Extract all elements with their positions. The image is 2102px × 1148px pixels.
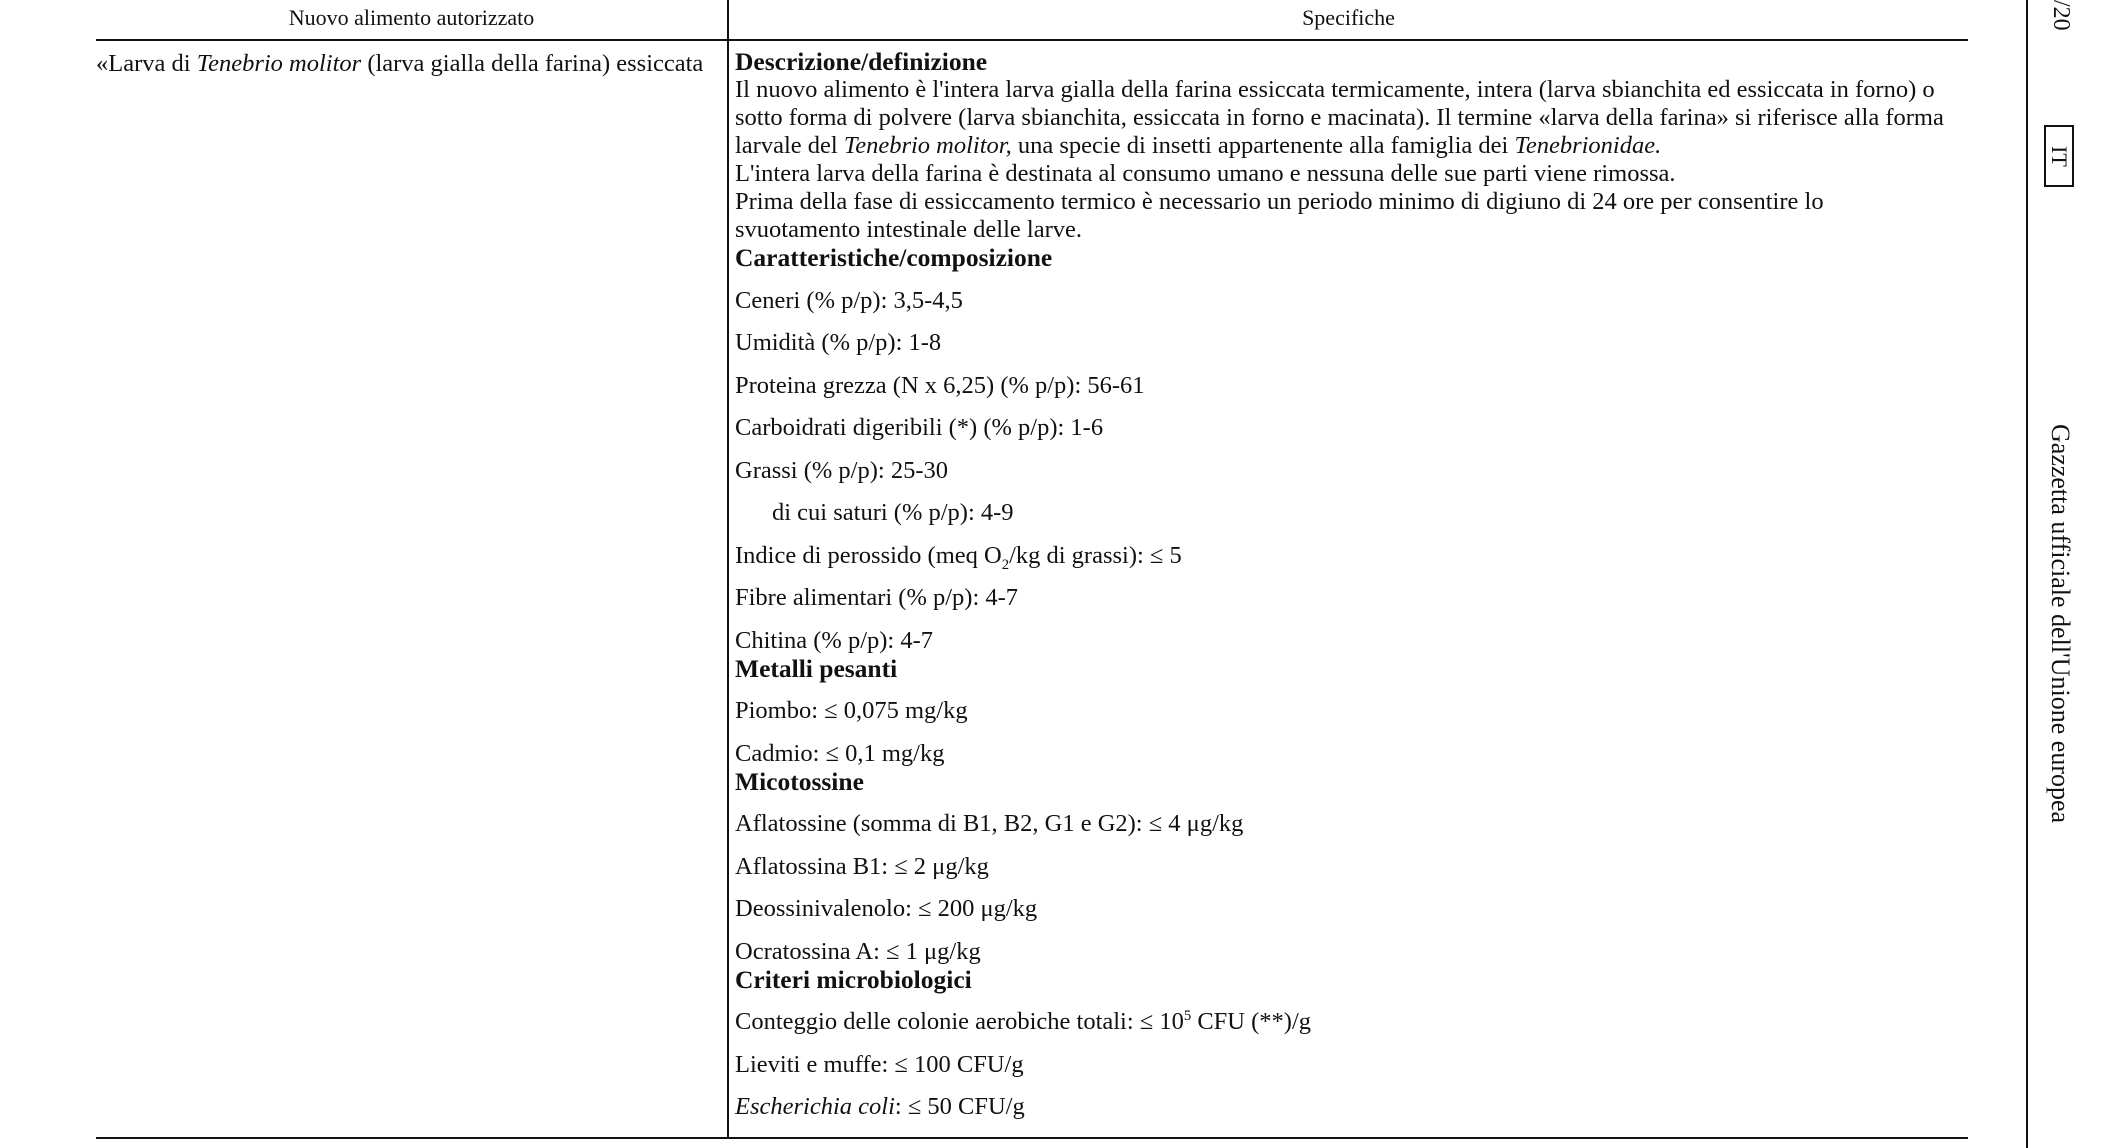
column-header-specs: Specifiche bbox=[1302, 5, 1395, 30]
specifications-cell bbox=[735, 48, 1963, 1121]
food-name-suffix: (larva gialla della farina) essiccata bbox=[361, 50, 704, 77]
description-line: sotto forma di polvere (larva sbianchita, essiccata in forno e macinata). Il termine «larva della farina» si riferisce alla forma bbox=[735, 104, 1944, 131]
spec-fat: Grassi (% p/p): 25-30 bbox=[735, 456, 948, 484]
journal-title: Gazzetta ufficiale dell'Unione europea bbox=[2046, 424, 2075, 824]
food-name-species: Tenebrio molitor bbox=[196, 50, 362, 77]
spec-peroxide-text: /kg di grassi): ≤ 5 bbox=[1009, 541, 1182, 569]
spec-aerobic-text: CFU (**)/g bbox=[1191, 1008, 1312, 1035]
description-line: svuotamento intestinale delle larve. bbox=[735, 216, 1082, 243]
description-line: Il nuovo alimento è l'intera larva gialla della farina essiccata termicamente, intera (larva sbianchita ed essiccata in forno) o bbox=[735, 76, 1935, 103]
spec-lead: Piombo: ≤ 0,075 mg/kg bbox=[735, 697, 968, 724]
section-title-composition: Caratteristiche/composizione bbox=[735, 243, 1053, 272]
e-coli-value: : ≤ 50 CFU/g bbox=[894, 1093, 1025, 1120]
spec-cadmium: Cadmio: ≤ 0,1 mg/kg bbox=[735, 739, 945, 767]
description-text: larvale del bbox=[735, 132, 844, 159]
spec-aerobic-colony-count bbox=[735, 1008, 1963, 1036]
spec-yeasts-moulds: Lieviti e muffe: ≤ 100 CFU/g bbox=[735, 1050, 1024, 1078]
e-coli-name: Escherichia coli bbox=[735, 1093, 895, 1120]
spec-peroxide-text: Indice di perossido (meq O bbox=[735, 541, 1002, 569]
spec-chitin: Chitina (% p/p): 4-7 bbox=[735, 626, 934, 654]
column-divider bbox=[727, 0, 729, 1138]
table-bottom-rule bbox=[96, 1137, 1968, 1139]
section-title-microbiology: Criteri microbiologici bbox=[735, 964, 972, 994]
spec-deoxynivalenol: Deossinivalenolo: ≤ 200 μg/kg bbox=[735, 895, 1038, 922]
spec-saturated-fat: di cui saturi (% p/p): 4-9 bbox=[772, 499, 1014, 526]
description-line bbox=[735, 132, 1963, 160]
spec-moisture: Umidità (% p/p): 1-8 bbox=[735, 329, 942, 356]
spec-protein: Proteina grezza (N x 6,25) (% p/p): 56-61 bbox=[735, 371, 1145, 399]
spec-ash: Ceneri (% p/p): 3,5-4,5 bbox=[735, 286, 963, 314]
margin-rule bbox=[2026, 0, 2028, 1148]
section-title-description: Descrizione/definizione bbox=[735, 47, 988, 76]
spec-ochratoxin-a: Ocratossina A: ≤ 1 μg/kg bbox=[735, 937, 981, 965]
section-title-mycotoxins: Micotossine bbox=[735, 766, 864, 796]
spec-peroxide-value bbox=[735, 541, 1963, 573]
description-line: Prima della fase di essiccamento termico è necessario un periodo minimo di digiuno di 24 ore per consentire lo bbox=[735, 188, 1824, 215]
spec-aflatoxins-total: Aflatossine (somma di B1, B2, G1 e G2): ≤ 4 μg/kg bbox=[735, 810, 1244, 837]
species-name: Tenebrio molitor, bbox=[843, 132, 1012, 159]
description-line: L'intera larva della farina è destinata al consumo umano e nessuna delle sue parti viene rimossa. bbox=[735, 160, 1676, 187]
spec-dietary-fibre: Fibre alimentari (% p/p): 4-7 bbox=[735, 584, 1019, 611]
language-badge: IT bbox=[2044, 125, 2074, 187]
food-name-cell bbox=[96, 48, 716, 80]
spec-carbohydrates: Carboidrati digeribili (*) (% p/p): 1-6 bbox=[735, 414, 1104, 441]
description-text: una specie di insetti appartenente alla famiglia dei bbox=[1011, 132, 1515, 159]
family-name: Tenebrionidae. bbox=[1514, 132, 1662, 159]
section-title-heavy-metals: Metalli pesanti bbox=[735, 653, 898, 683]
subscript-2: 2 bbox=[1001, 556, 1010, 573]
spec-e-coli bbox=[735, 1093, 1963, 1121]
specifications-table bbox=[96, 0, 1968, 1140]
page-number: /20 bbox=[2048, 0, 2074, 31]
spec-aflatoxin-b1: Aflatossina B1: ≤ 2 μg/kg bbox=[735, 852, 989, 880]
header-rule bbox=[96, 39, 1968, 41]
column-header-food: Nuovo alimento autorizzato bbox=[288, 5, 535, 30]
food-name-prefix: «Larva di bbox=[96, 50, 197, 77]
superscript-5: 5 bbox=[1183, 1007, 1192, 1024]
spec-aerobic-text: Conteggio delle colonie aerobiche totali: ≤ 10 bbox=[735, 1008, 1184, 1035]
